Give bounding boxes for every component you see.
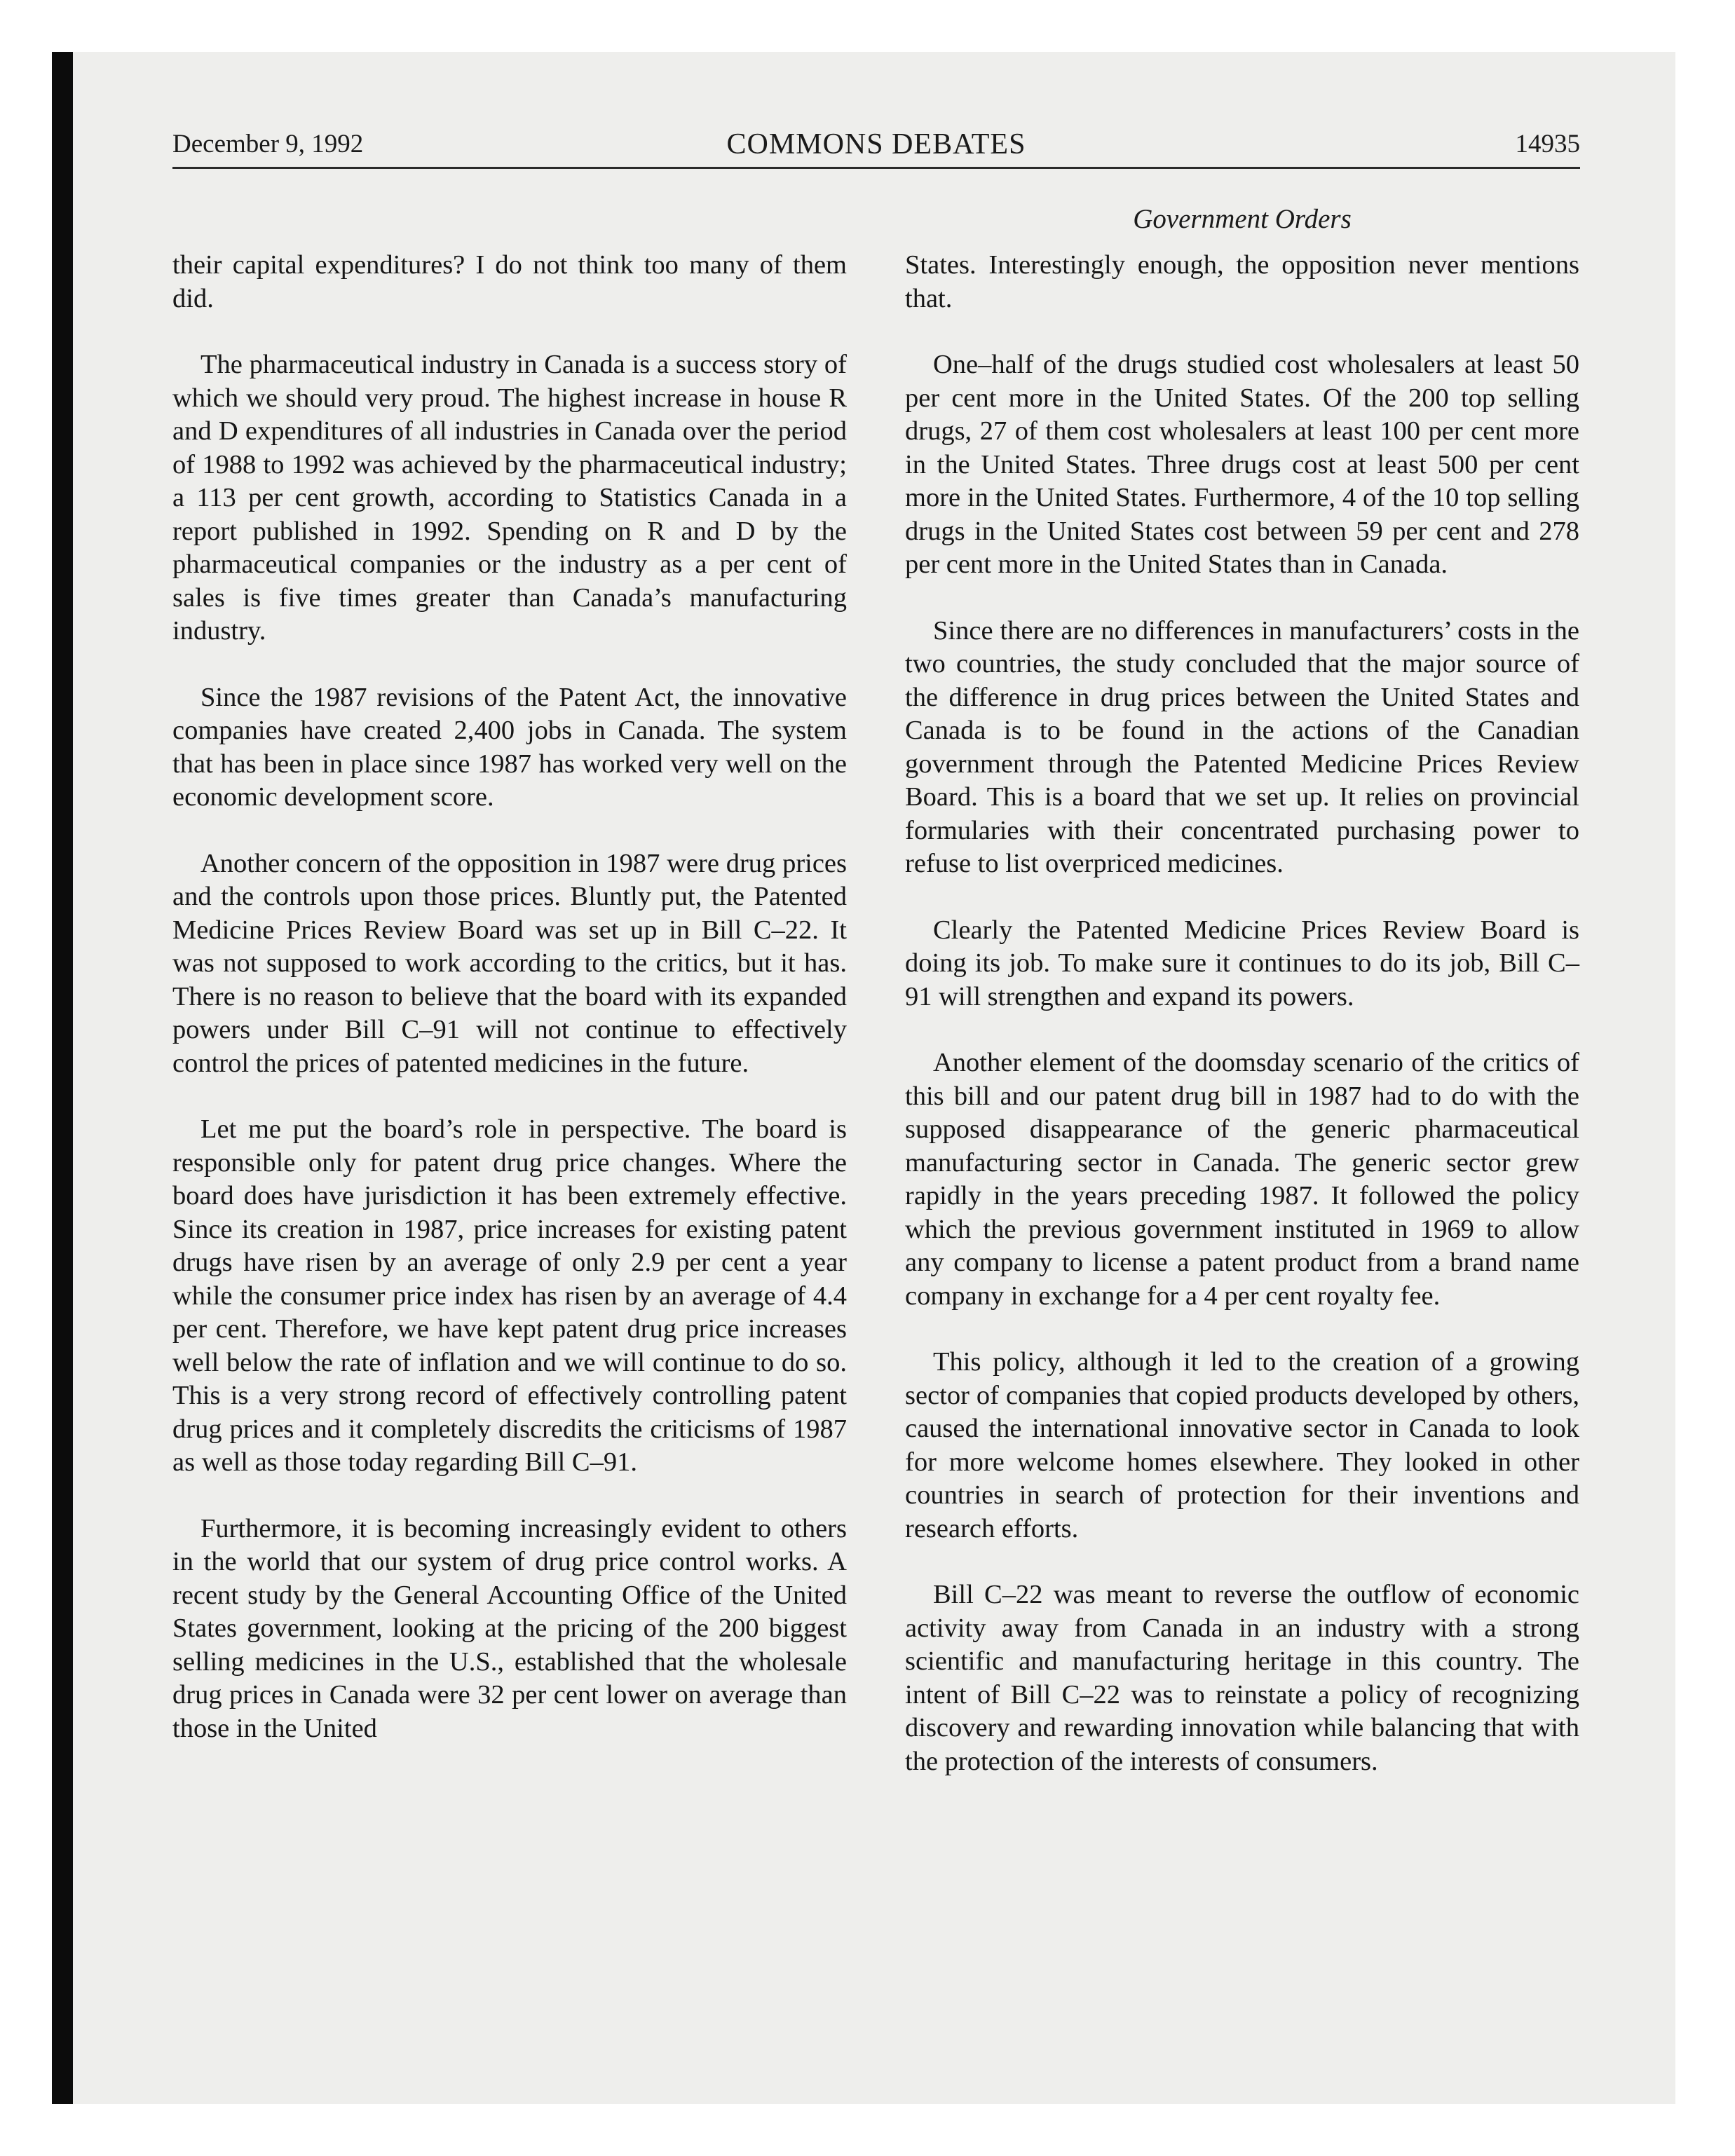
header-date: December 9, 1992 [172,130,364,158]
left-column [172,249,847,1778]
paragraph: One–half of the drugs studied cost wholesalers at least 50 per cent more in the United States. Of the 200 top selling drugs, 27 of them cost wholesalers at least 100 per cent more in the United States. Three drugs cost at least 500 per cent more in the United States. Furthermore, 4 of the 10 top selling drugs in the United States cost between 59 per cent and 278 per cent more in the United States than in Canada. [905,350,1579,579]
paragraph: Clearly the Patented Medicine Prices Review Board is doing its job. To make sure it continues to do its job, Bill C–91 will strengthen and expand its powers. [905,915,1579,1011]
publication-title: COMMONS DEBATES [726,128,1026,161]
page-header [172,122,1580,169]
paragraph: States. Interestingly enough, the opposition never mentions that. [905,250,1579,313]
paragraph: Another element of the doomsday scenario of the critics of this bill and our patent drug bill in 1987 had to do with the supposed disappearance of the generic pharmaceutical manufacturing sector in Canada. The generic sector grew rapidly in the years preceding 1987. It followed the policy which the previous government instituted in 1969 to allow any company to license a patent product from a brand name company in exchange for a 4 per cent royalty fee. [905,1048,1579,1311]
paragraph: Bill C–22 was meant to reverse the outflow of economic activity away from Canada in an industry with a strong scientific and manufacturing heritage in this country. The intent of Bill C–22 was to reinstate a policy of recognizing discovery and rewarding innovation while balancing that with the protection of the interests of consumers. [905,1580,1579,1776]
paragraph: Let me put the board’s role in perspective. The board is responsible only for patent drug price changes. Where the board does have jurisdiction it has been extremely effective. Since its creation in 1987, price increases for existing patent drugs have risen by an average of only 2.9 per cent a year while the consumer price index has risen by an average of 4.4 per cent. Therefore, we have kept patent drug price increases well below the rate of inflation and we will continue to do so. This is a very strong record of effectively controlling patent drug prices and it completely discredits the criticisms of 1987 as well as those today regarding Bill C–91. [172,1114,847,1477]
paragraph: The pharmaceutical industry in Canada is a success story of which we should very proud. The highest increase in house R and D expenditures of all industries in Canada over the period of 1988 to 1992 was achieved by the pharmaceutical industry; a 113 per cent growth, according to Statistics Canada in a report published in 1992. Spending on R and D by the pharmaceutical companies or the industry as a per cent of sales is five times greater than Canada’s manufacturing industry. [172,350,847,646]
paragraph: Furthermore, it is becoming increasingly evident to others in the world that our system of drug price control works. A recent study by the General Accounting Office of the United States government, looking at the pricing of the 200 biggest selling medicines in the U.S., established that the wholesale drug prices in Canada were 32 per cent lower on average than those in the United [172,1513,847,1743]
section-label: Government Orders [1133,204,1352,234]
paragraph: This policy, although it led to the creation of a growing sector of companies that copied products developed by others, caused the international innovative sector in Canada to look for more welcome homes elsewhere. They looked in other countries in search of protection for their inventions and research efforts. [905,1347,1579,1543]
binding-edge [52,52,73,2104]
right-column [905,249,1579,1811]
paragraph: Since there are no differences in manufacturers’ costs in the two countries, the study concluded that the major source of the difference in drug prices between the United States and Canada is to be found in the actions of the Canadian government through the Patented Medicine Prices Review Board. This is a board that we set up. It relies on provincial formularies with their concentrated purchasing power to refuse to list overpriced medicines. [905,615,1579,878]
page-number: 14935 [1515,130,1580,158]
paragraph: Since the 1987 revisions of the Patent Act, the innovative companies have created 2,400 jobs in Canada. The system that has been in place since 1987 has worked very well on the economic development score. [172,682,847,812]
paragraph: their capital expenditures? I do not think too many of them did. [172,250,847,313]
paragraph: Another concern of the opposition in 1987 were drug prices and the controls upon those prices. Bluntly put, the Patented Medicine Prices Review Board was set up in Bill C–22. It was not supposed to work according to the critics, but it has. There is no reason to believe that the board with its expanded powers under Bill C–91 will not continue to effectively control the prices of patented medicines in the future. [172,848,847,1078]
